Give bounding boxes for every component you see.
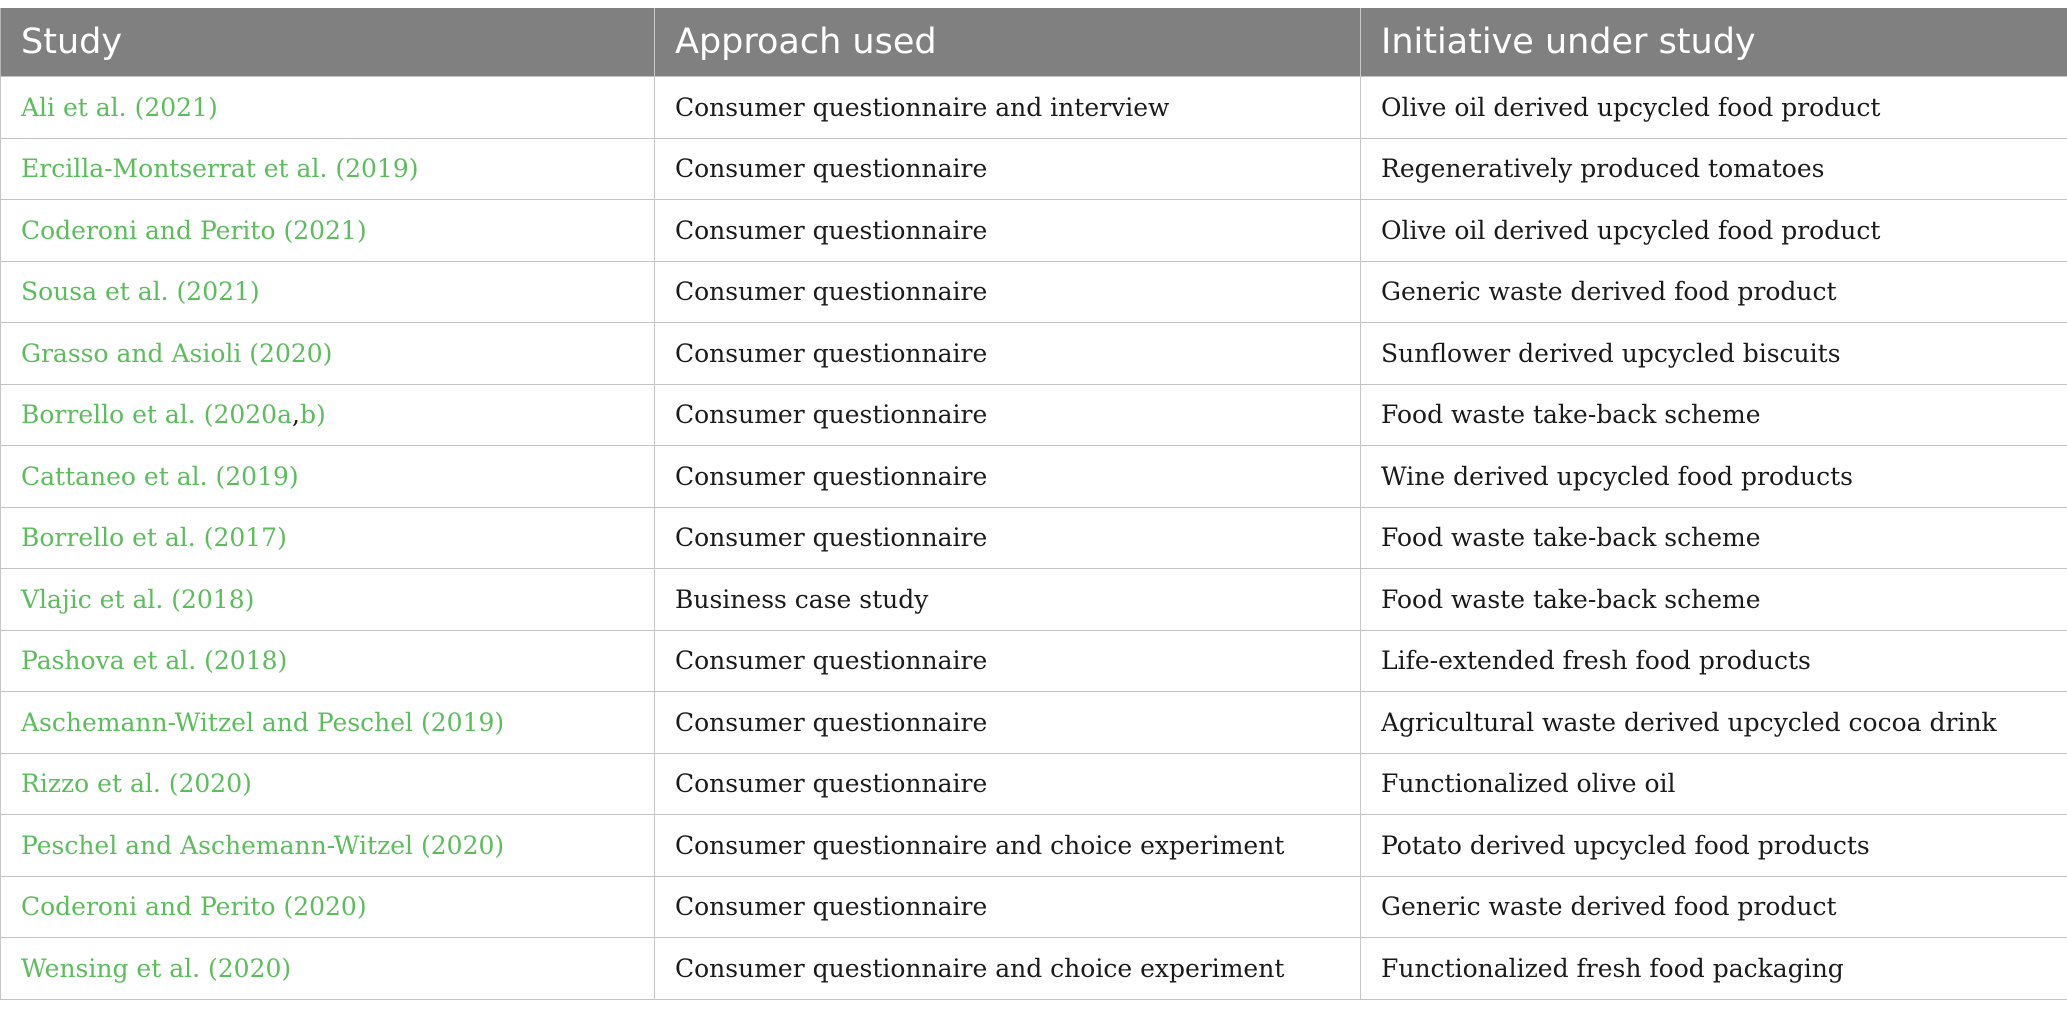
table-row [1,753,2067,815]
study-link[interactable]: Cattaneo et al. (2019) [21,461,299,491]
approach-cell: Consumer questionnaire [655,384,1361,446]
approach-cell: Consumer questionnaire [655,630,1361,692]
initiative-cell: Life-extended fresh food products [1361,630,2067,692]
approach-cell: Consumer questionnaire [655,446,1361,508]
study-link[interactable]: Coderoni and Perito (2021) [21,215,367,245]
approach-cell: Consumer questionnaire [655,138,1361,200]
initiative-cell: Food waste take-back scheme [1361,384,2067,446]
initiative-cell: Generic waste derived food product [1361,876,2067,938]
study-cell [1,77,655,139]
approach-cell: Consumer questionnaire [655,323,1361,385]
table-row [1,138,2067,200]
initiative-cell: Food waste take-back scheme [1361,569,2067,631]
initiative-cell: Olive oil derived upcycled food product [1361,200,2067,262]
table-row [1,384,2067,446]
table-row [1,200,2067,262]
table-row [1,507,2067,569]
study-cell [1,138,655,200]
table-row [1,630,2067,692]
approach-cell: Consumer questionnaire and choice experiment [655,938,1361,1000]
study-cell [1,507,655,569]
study-cell [1,692,655,754]
study-link[interactable]: Borrello et al. (2017) [21,523,287,553]
study-link[interactable]: Aschemann-Witzel and Peschel (2019) [21,707,505,737]
table-row [1,446,2067,508]
table-row [1,876,2067,938]
table-row [1,261,2067,323]
studies-table [0,8,2067,1000]
study-link[interactable]: Ali et al. (2021) [21,92,218,122]
initiative-cell: Sunflower derived upcycled biscuits [1361,323,2067,385]
table-row [1,569,2067,631]
approach-cell: Consumer questionnaire [655,261,1361,323]
initiative-cell: Functionalized fresh food packaging [1361,938,2067,1000]
study-cell [1,815,655,877]
study-link-2020a[interactable]: Borrello et al. (2020a [21,400,292,430]
header-approach: Approach used [655,8,1361,77]
initiative-cell: Olive oil derived upcycled food product [1361,77,2067,139]
study-link[interactable]: Coderoni and Perito (2020) [21,892,367,922]
studies-table-container [0,8,2067,1000]
study-cell [1,446,655,508]
study-link[interactable]: Sousa et al. (2021) [21,277,260,307]
initiative-cell: Generic waste derived food product [1361,261,2067,323]
approach-cell: Consumer questionnaire [655,876,1361,938]
study-cell [1,323,655,385]
study-link[interactable]: Wensing et al. (2020) [21,953,292,983]
initiative-cell: Agricultural waste derived upcycled cocoa drink [1361,692,2067,754]
initiative-cell: Wine derived upcycled food products [1361,446,2067,508]
study-cell [1,384,655,446]
initiative-cell: Functionalized olive oil [1361,753,2067,815]
study-cell [1,200,655,262]
table-row [1,815,2067,877]
study-cell [1,261,655,323]
table-header [1,8,2067,77]
approach-cell: Consumer questionnaire and interview [655,77,1361,139]
study-link[interactable]: Vlajic et al. (2018) [21,584,255,614]
approach-cell: Business case study [655,569,1361,631]
citation-separator: , [291,400,300,430]
initiative-cell: Potato derived upcycled food products [1361,815,2067,877]
study-link[interactable]: Pashova et al. (2018) [21,646,288,676]
approach-cell: Consumer questionnaire [655,507,1361,569]
table-row [1,692,2067,754]
header-initiative: Initiative under study [1361,8,2067,77]
approach-cell: Consumer questionnaire [655,753,1361,815]
initiative-cell: Food waste take-back scheme [1361,507,2067,569]
study-link[interactable]: Ercilla-Montserrat et al. (2019) [21,154,419,184]
study-cell [1,569,655,631]
initiative-cell: Regeneratively produced tomatoes [1361,138,2067,200]
study-cell [1,630,655,692]
study-link[interactable]: Grasso and Asioli (2020) [21,338,333,368]
study-cell [1,938,655,1000]
study-link-2020b[interactable]: b) [299,400,326,430]
approach-cell: Consumer questionnaire [655,200,1361,262]
table-row [1,938,2067,1000]
study-cell [1,753,655,815]
study-cell [1,876,655,938]
study-link[interactable]: Peschel and Aschemann-Witzel (2020) [21,830,505,860]
table-row [1,77,2067,139]
header-study: Study [1,8,655,77]
study-link[interactable]: Rizzo et al. (2020) [21,769,252,799]
table-body [1,77,2067,1000]
header-row [1,8,2067,77]
approach-cell: Consumer questionnaire [655,692,1361,754]
approach-cell: Consumer questionnaire and choice experiment [655,815,1361,877]
table-row [1,323,2067,385]
